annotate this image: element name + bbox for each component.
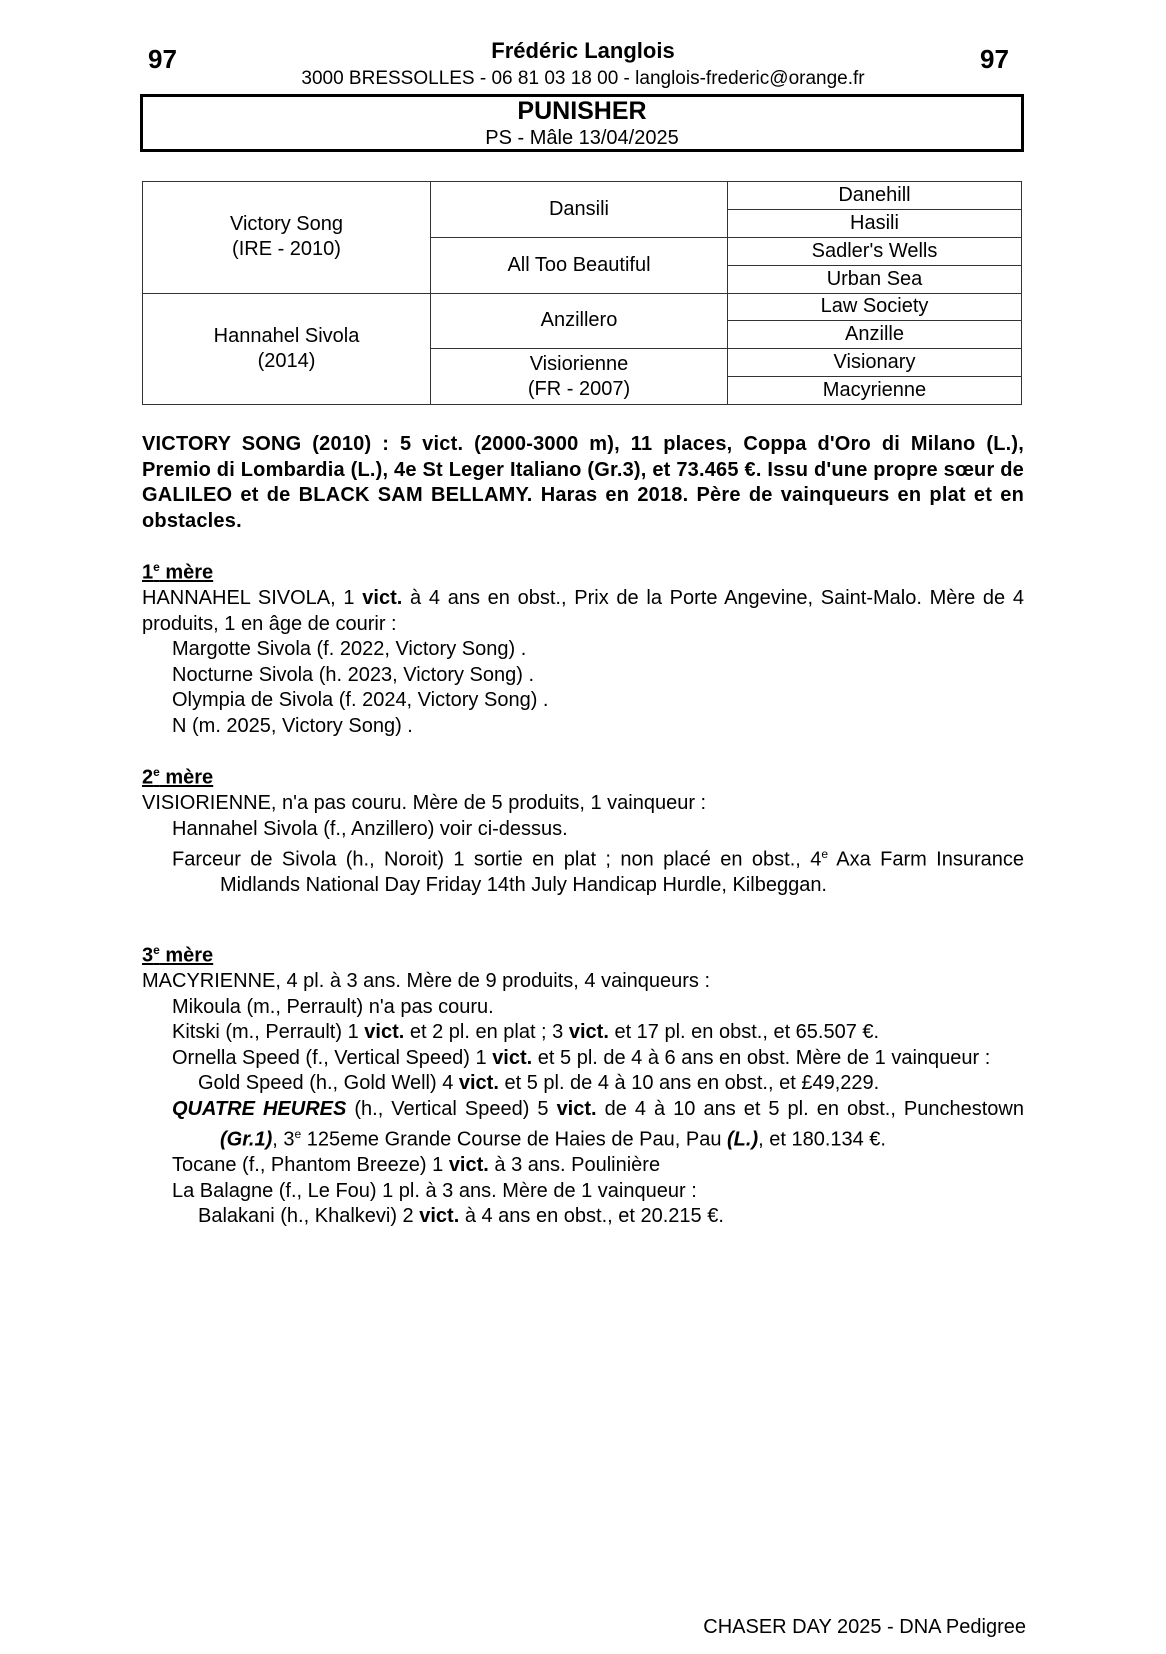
produce-sub-item: Balakani (h., Khalkevi) 2 vict. à 4 ans en obst., et 20.215 €.	[198, 1205, 724, 1228]
first-dam-summary: HANNAHEL SIVOLA, 1 vict. à 4 ans en obst., Prix de la Porte Angevine, Saint-Malo. Mère de 4 produits, 1 en âge de courir :	[142, 587, 1024, 635]
pedigree-ds: Anzillero	[431, 293, 728, 349]
lot-number-left: 97	[148, 44, 177, 74]
seller-name: Frédéric Langlois	[491, 38, 675, 63]
pedigree-sds: Sadler's Wells	[728, 237, 1022, 265]
sire-info: (IRE - 2010)	[232, 238, 341, 261]
horse-info: PS - Mâle 13/04/2025	[485, 127, 679, 149]
page-footer: CHASER DAY 2025 - DNA Pedigree	[703, 1616, 1026, 1638]
pedigree-ss: Dansili	[431, 182, 728, 238]
produce-item: Margotte Sivola (f. 2022, Victory Song) .	[172, 638, 527, 661]
produce-item: N (m. 2025, Victory Song) .	[172, 714, 413, 737]
third-dam-heading: 3e mère	[142, 943, 214, 967]
produce-item: Farceur de Sivola (h., Noroit) 1 sortie en plat ; non placé en obst., 4e Axa Farm Insurance Midlands National Day Friday 14th July Handicap Hurdle, Kilbeggan.	[172, 847, 1024, 897]
third-dam-section	[142, 938, 1024, 1230]
dd-info: (FR - 2007)	[527, 377, 631, 400]
produce-item: QUATRE HEURES (h., Vertical Speed) 5 vict. de 4 à 10 ans et 5 pl. en obst., Punchestown (Gr.1), 3e 125eme Grande Course de Haies de Pau, Pau (L.), et 180.134 €.	[172, 1097, 1024, 1151]
pedigree-dam	[143, 293, 431, 405]
pedigree-dss: Law Society	[728, 293, 1022, 321]
pedigree-table	[142, 181, 1022, 405]
sire-name: Victory Song	[229, 213, 344, 236]
dd-name: Visiorienne	[529, 352, 629, 375]
first-dam-heading: 1e mère	[142, 560, 214, 584]
horse-title-box	[140, 94, 1024, 152]
produce-item: La Balagne (f., Le Fou) 1 pl. à 3 ans. Mère de 1 vainqueur :	[172, 1179, 697, 1202]
pedigree-dd	[431, 349, 728, 405]
produce-item: Nocturne Sivola (h. 2023, Victory Song) .	[172, 663, 535, 686]
pedigree-sire	[143, 182, 431, 294]
produce-item: Ornella Speed (f., Vertical Speed) 1 vict. et 5 pl. de 4 à 6 ans en obst. Mère de 1 vainqueur :	[172, 1046, 991, 1069]
pedigree-dds: Visionary	[728, 349, 1022, 377]
pedigree-sd: All Too Beautiful	[431, 237, 728, 293]
produce-item: Mikoula (m., Perrault) n'a pas couru.	[172, 995, 494, 1018]
seller-contact: 3000 BRESSOLLES - 06 81 03 18 00 - langlois-frederic@orange.fr	[301, 68, 865, 89]
third-dam-summary: MACYRIENNE, 4 pl. à 3 ans. Mère de 9 produits, 4 vainqueurs :	[142, 970, 711, 993]
pedigree-ssd: Hasili	[728, 209, 1022, 237]
sire-description: VICTORY SONG (2010) : 5 vict. (2000-3000 m), 11 places, Coppa d'Oro di Milano (L.), Premio di Lombardia (L.), 4e St Leger Italiano (Gr.3), et 73.465 €. Issu d'une propre sœur de GALILEO et de BLACK SAM BELLAMY. Haras en 2018. Père de vainqueurs en plat et en obstacles.	[142, 433, 1024, 532]
produce-item: Hannahel Sivola (f., Anzillero) voir ci-dessus.	[172, 817, 568, 840]
pedigree-sss: Danehill	[728, 182, 1022, 210]
dam-name: Hannahel Sivola	[213, 324, 360, 347]
produce-item: Tocane (f., Phantom Breeze) 1 vict. à 3 ans. Poulinière	[172, 1154, 661, 1177]
second-dam-section	[142, 760, 1024, 899]
lot-number-right: 97	[980, 44, 1009, 74]
produce-item: Olympia de Sivola (f. 2024, Victory Song) .	[172, 689, 549, 712]
first-dam-section	[142, 555, 1024, 739]
pedigree-sdd: Urban Sea	[728, 265, 1022, 293]
second-dam-summary: VISIORIENNE, n'a pas couru. Mère de 5 produits, 1 vainqueur :	[142, 792, 707, 815]
horse-name: PUNISHER	[517, 97, 647, 125]
pedigree-dsd: Anzille	[728, 321, 1022, 349]
second-dam-heading: 2e mère	[142, 765, 214, 789]
produce-sub-item: Gold Speed (h., Gold Well) 4 vict. et 5 pl. de 4 à 10 ans en obst., et £49,229.	[198, 1072, 880, 1095]
dam-info: (2014)	[257, 349, 316, 372]
produce-item: Kitski (m., Perrault) 1 vict. et 2 pl. en plat ; 3 vict. et 17 pl. en obst., et 65.507 €.	[172, 1021, 880, 1044]
pedigree-ddd: Macyrienne	[728, 377, 1022, 405]
